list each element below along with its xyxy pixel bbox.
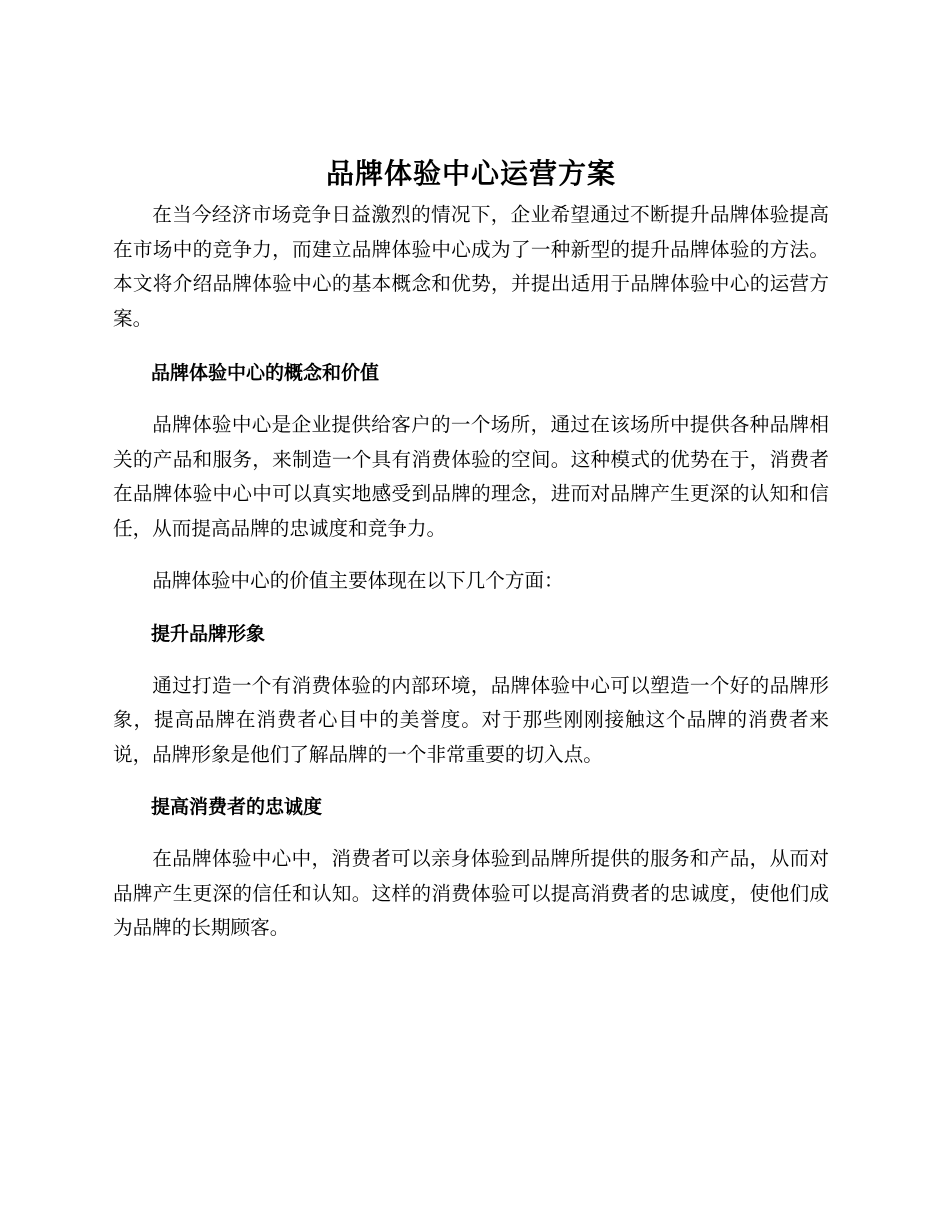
spacer [113, 824, 829, 842]
section-heading-loyalty: 提高消费者的忠诚度 [151, 796, 323, 818]
value-intro-paragraph: 品牌体验中心的价值主要体现在以下几个方面： [152, 569, 564, 592]
spacer [113, 546, 829, 564]
spacer [113, 772, 829, 790]
intro-paragraph: 在当今经济市场竞争日益激烈的情况下，企业希望通过不断提升品牌体验提高在市场中的竞争力，而建立品牌体验中心成为了一种新型的提升品牌体验的方法。本文将介绍品牌体验中心的基本概念和优势，并提出适用于品牌体验中心的运营方案。 [113, 203, 829, 330]
spacer [113, 599, 829, 617]
spacer [113, 336, 829, 356]
loyalty-paragraph: 在品牌体验中心中，消费者可以亲身体验到品牌所提供的服务和产品，从而对品牌产生更深的信任和认知。这样的消费体验可以提高消费者的忠诚度，使他们成为品牌的长期顾客。 [113, 847, 829, 939]
section-heading-concept: 品牌体验中心的概念和价值 [151, 362, 380, 384]
section-heading-brand-image: 提升品牌形象 [151, 622, 266, 645]
concept-paragraph: 品牌体验中心是企业提供给客户的一个场所，通过在该场所中提供各种品牌相关的产品和服务，来制造一个具有消费体验的空间。这种模式的优势在于，消费者在品牌体验中心中可以真实地感受到品牌的理念，进而对品牌产生更深的认知和信任，从而提高品牌的忠诚度和竞争力。 [113, 413, 829, 540]
brand-image-paragraph: 通过打造一个有消费体验的内部环境，品牌体验中心可以塑造一个好的品牌形象，提高品牌在消费者心目中的美誉度。对于那些刚刚接触这个品牌的消费者来说，品牌形象是他们了解品牌的一个非常重要的切入点。 [113, 673, 829, 766]
spacer [113, 651, 829, 669]
document-body [113, 150, 829, 946]
spacer [113, 390, 829, 408]
document-title: 品牌体验中心运营方案 [325, 157, 616, 190]
